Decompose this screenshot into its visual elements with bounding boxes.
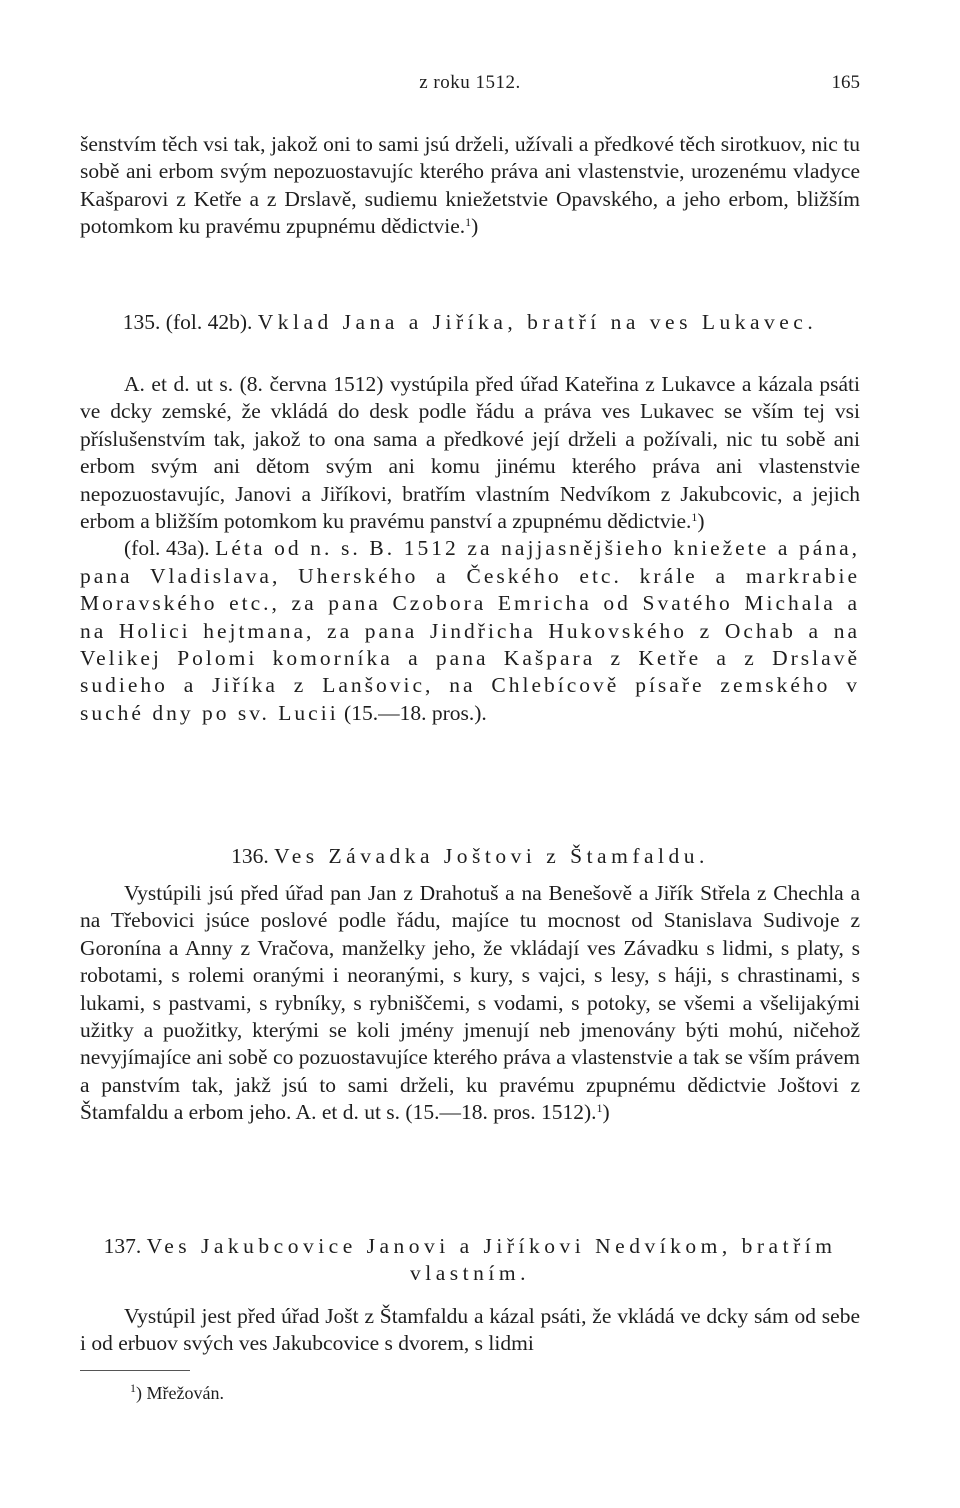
page-number: 165 xyxy=(831,72,860,93)
entry-135-fol: (fol. 43a). xyxy=(124,536,210,561)
footnote-text: Mřežován. xyxy=(146,1383,224,1403)
entry-135-dating-end: (15.—18. pros.). xyxy=(344,700,487,725)
footnote-divider xyxy=(80,1370,190,1371)
entry-137-heading xyxy=(80,1233,860,1288)
entry-137-title: Ves Jakubcovice Janovi a Jiříkovi Nedvíkom, bratřím vlastním. xyxy=(146,1234,837,1286)
page-header xyxy=(80,72,860,100)
entry-135-text: A. et d. ut s. (8. června 1512) vystúpila před úřad Kateřina z Lukavce a kázala psáti ve dcky zemské, že vkládá do desk podle řádu a práva ves Lukavec se vším tej vsi příslušenstvím tak, jakož to ona sama a předkové její drželi a požívali, nic tu sobě ani erbom svým ani dětom svým ani komu jinému kterého práva ani vlastenstvie nepozuostavujíc, Janovi a Jiříkovi, bratřím vlastním Nedvíkom z Jakubcovic, a jejich erbom a bližším potomkom ku pravému panství a zpupnému dědictvie. xyxy=(80,372,860,534)
entry-136-heading xyxy=(80,843,860,870)
continuation-text: šenstvím těch vsi tak, jakož oni to sami jsú drželi, užívali a předkové těch sirotkuov, nic tu sobě ani erbom svým nepozuostavujíc kterého práva ani vlastenstvie, urozenému vladyce Kašparovi z Ketře a z Drslavě, sudiemu kniežetstvie Opavského, a jeho erbom, bližším potomkom ku pravému zpupnému dědictvie. xyxy=(80,132,860,239)
footnote-ref: 1 xyxy=(596,1101,603,1116)
entry-135-body xyxy=(80,371,860,727)
footnote-ref-close: ) xyxy=(697,509,705,534)
footnote-ref-close: ) xyxy=(471,214,479,239)
continuation-paragraph xyxy=(80,131,860,241)
footnote-ref: 1 xyxy=(691,510,698,525)
entry-136-number: 136. xyxy=(231,844,269,868)
entry-135-number: 135. (fol. 42b). xyxy=(122,310,253,334)
entry-137-text: Vystúpil jest před úřad Jošt z Štamfaldu a kázal psáti, že vkládá ve dcky sám od sebe i od erbuov svých ves Jakubcovice s dvorem, s lidmi xyxy=(80,1304,860,1356)
entry-135-title: Vklad Jana a Jiříka, bratří na ves Lukavec. xyxy=(257,310,818,334)
entry-136-text: Vystúpili jsú před úřad pan Jan z Drahotuš a na Benešově a Jiřík Střela z Chechla a na Třebovici jsúce poslové podle řádu, majíce tu mocnost od Stanislava Sudivoje z Goronína a Anny z Vračova, manželky jeho, že vkládají ves Závadku s lidmi, s platy, s robotami, s rolemi oranými i neoranými, s kury, s vajci, s lesy, s háji, s chrastinami, s lukami, s pastvami, s rybníky, s rybniščemi, s vodami, s potoky, se všemi a všelijakými užitky a puožitky, kterými se koli jmény jmenují neb jmenovány býti mohú, ničehož nevyjímajíce ani sobě co pozuostavujíce kterého práva a vlastenstvie a tak se vším právem a panstvím tak, jakž jsú to sami drželi, ku pravému zpupnému dědictvie Joštovi z Štamfaldu a erbom jeho. A. et d. ut s. (15.—18. pros. 1512). xyxy=(80,881,860,1125)
footnote-ref-close: ) xyxy=(602,1100,610,1125)
entry-136-title: Ves Závadka Joštovi z Štamfaldu. xyxy=(274,844,709,868)
running-head: z roku 1512. xyxy=(419,72,521,93)
footnote-mark: 1 xyxy=(130,1381,136,1395)
entry-135-heading xyxy=(80,309,860,336)
entry-137-number: 137. xyxy=(103,1234,142,1258)
entry-136-body xyxy=(80,880,860,1127)
footnote xyxy=(130,1381,224,1405)
footnote-ref: 1 xyxy=(465,215,472,230)
footnote-mark-close: ) xyxy=(136,1383,142,1403)
entry-137-body xyxy=(80,1303,860,1358)
entry-135-dating: Léta od n. s. B. 1512 za najjasnějšieho kniežete a pána, pana Vladislava, Uherského a Českého etc. krále a markrabie Moravského etc., za pana Czobora Emricha od Svatého Michala a na Holici hejtmana, za pana Jindřicha Hukovského z Ochab a na Velikej Polomi komorníka a pana Kašpara z Ketře a z Drslavě sudieho a Jiříka z Lanšovic, na Chlebícově písaře zemského v suché dny po sv. Lucii xyxy=(80,536,861,725)
